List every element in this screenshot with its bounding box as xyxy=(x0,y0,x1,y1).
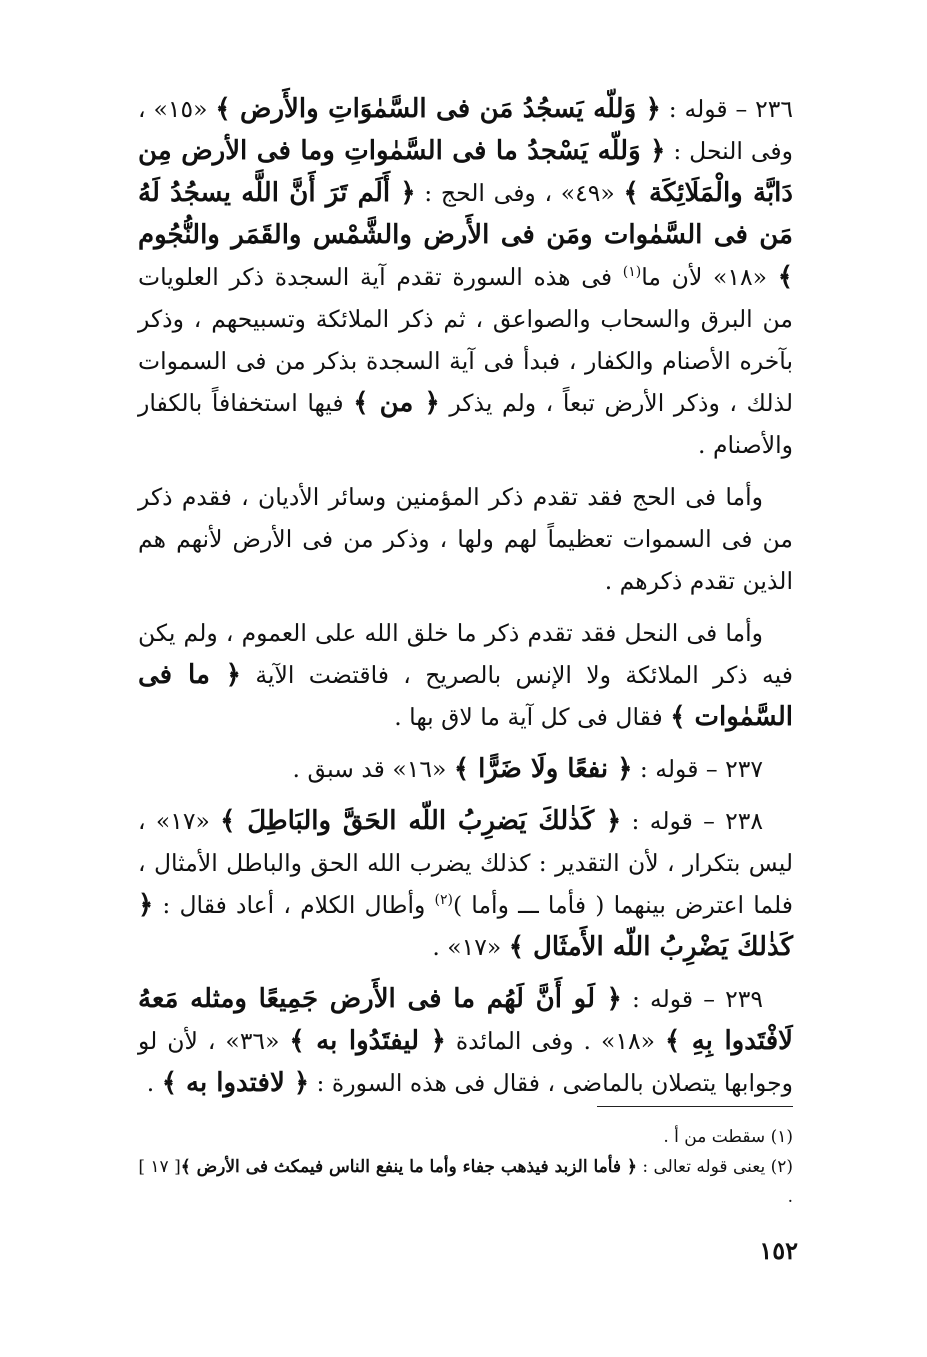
paragraph-p-hajj xyxy=(138,476,793,602)
quran-quote: ﴿ نفعًا ولَا ضَرًّا ﴾ xyxy=(453,754,633,784)
paragraph-p236 xyxy=(138,88,793,466)
body-text: «١٦» قد سبق . xyxy=(292,755,454,783)
quran-quote: ﴿ لافتدوا به ﴾ xyxy=(161,1068,310,1098)
body-text: وأطال الكلام ، أعاد فقال : xyxy=(153,891,435,919)
body-text: «١٧» ، ليس بتكرار ، لأن التقدير : كذلك يضرب الله الحق والباطل الأمثال ، فلما اعترض بينهما ( فأما ـــ وأما ) xyxy=(138,807,793,919)
body-text: «١٨» . وفى المائدة xyxy=(445,1027,665,1055)
body-text: «٣٦» ، لأن لو وجوابها يتصلان بالماضى ، فقال فى هذه السورة : xyxy=(138,1027,793,1097)
body-text: ٢٣٦ – قوله : xyxy=(660,95,793,123)
quran-quote: ﴿ من ﴾ xyxy=(353,388,440,418)
footnote-fn2 xyxy=(138,1152,793,1212)
footnotes xyxy=(138,1122,793,1212)
quran-quote: ﴿ أَلَم تَرَ أَنَّ اللَّه يسجُدُ لَهُ مَن فى السَّمٰوات ومَن فى الأَرض والشَّمْس والقَمَر والنُّجُوم ﴾ xyxy=(138,178,793,292)
body-text: . xyxy=(146,1069,162,1097)
body-text: «١٨» لأن ما xyxy=(641,263,778,291)
quran-quote: ﴿ كَذٰلكَ يَضرِبُ اللّه الحَقَّ والبَاطِلَ ﴾ xyxy=(220,806,622,836)
footnote-marker: (٢) xyxy=(434,892,453,909)
quran-quote: ﴿ ما فى السَّمٰوات ﴾ xyxy=(138,660,793,732)
body-text: فيها استخفافاً بالكفار والأصنام . xyxy=(138,389,793,459)
quran-quote: ﴿ وَللّه يَسجُدُ مَن فى السَّمٰوَاتِ والأَرض ﴾ xyxy=(215,94,661,124)
body-text: «٤٩» ، وفى الحج : xyxy=(415,179,624,207)
footnote-divider xyxy=(597,1106,793,1107)
body-text: فقال فى كل آية ما لاق بها . xyxy=(394,703,671,731)
body-text: فى هذه السورة تقدم آية السجدة ذكر العلويات من البرق والسحاب والصواعق ، ثم ذكر الملائكة وتسبيحهم ، وذكر بآخره الأصنام والكفار ، فبدأ فى آية السجدة بذكر من فى السموات لذلك ، وذكر الأرض تبعاً ، ولم يذكر xyxy=(138,263,793,417)
main-text xyxy=(138,88,793,1114)
body-text: «١٧» . xyxy=(432,933,509,961)
footnote-text: (٢) يعنى قوله تعالى : xyxy=(636,1157,793,1177)
paragraph-p238 xyxy=(138,800,793,968)
paragraph-p237 xyxy=(138,748,793,790)
quran-quote: ﴿ كَذٰلكَ يَضْرِبُ اللّه الأَمثَال ﴾ xyxy=(138,890,793,962)
body-text: ٢٣٩ – قوله : xyxy=(621,985,763,1013)
body-text: «١٥» ، وفى النحل : xyxy=(138,95,793,165)
body-text: ٢٣٧ – قوله : xyxy=(632,755,763,783)
footnote-marker: (١) xyxy=(622,264,642,281)
body-text: ٢٣٨ – قوله : xyxy=(621,807,763,835)
paragraph-p239 xyxy=(138,978,793,1104)
footnote-fn1 xyxy=(138,1122,793,1152)
body-text: وأما فى الحج فقد تقدم ذكر المؤمنين وسائر الأديان ، فقدم ذكر من فى السموات تعظيماً لهم ولها ، وذكر من فى الأرض لأنهم هم الذين تقدم ذكرهم . xyxy=(138,483,793,595)
quran-quote: ﴿ لَو أَنَّ لَهُم ما فى الأَرض جَمِيعًا ومثله مَعهُ لَافْتَدوا بِهِ ﴾ xyxy=(138,984,793,1056)
page-number: ١٥٢ xyxy=(759,1236,798,1265)
quran-quote: ﴿ وَللّه يَسْجدُ ما فى السَّمٰواتِ وما فى الأرض مِن دَابَّة والْمَلَائِكَة ﴾ xyxy=(138,136,793,208)
quran-quote: ﴿ ليفتَدُوا به ﴾ xyxy=(289,1026,446,1056)
footnote-text: [ ١٧ ] . xyxy=(138,1157,793,1207)
body-text: وأما فى النحل فقد تقدم ذكر ما خلق الله على العموم ، ولم يكن فيه ذكر الملائكة ولا الإنس بالصريح ، فاقتضت الآية xyxy=(138,619,793,689)
footnote-quote: ﴿ فأما الزبد فيذهب جفاء وأما ما ينفع الناس فيمكث فى الأرض ﴾ xyxy=(180,1157,637,1177)
paragraph-p-nahl xyxy=(138,612,793,738)
footnote-text: (١) سقطت من أ . xyxy=(663,1127,793,1147)
